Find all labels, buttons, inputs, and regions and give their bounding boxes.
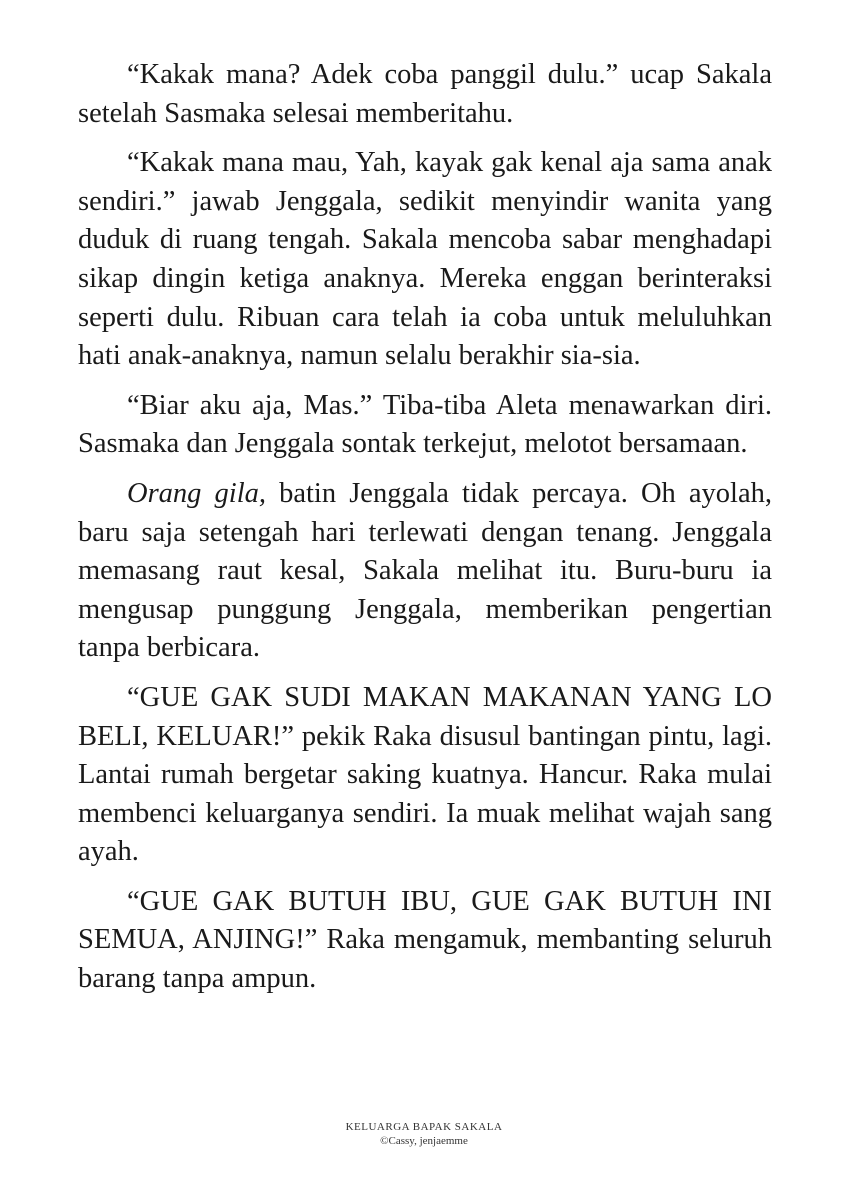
paragraph-5: “GUE GAK SUDI MAKAN MAKANAN YANG LO BELI, KELUAR!” pekik Raka disusul bantingan pintu, lagi. Lantai rumah bergetar saking kuatnya. Hancur. Raka mulai membenci keluarganya sendiri. Ia muak melihat wajah sang ayah. xyxy=(78,681,772,868)
paragraph-1: “Kakak mana? Adek coba panggil dulu.” ucap Sakala setelah Sasmaka selesai memberitahu. xyxy=(78,59,772,129)
paragraph-4-rest: batin Jenggala tidak percaya. Oh ayolah, baru saja setengah hari terlewati dengan tenang. Jenggala memasang raut kesal, Sakala melihat itu. Buru-buru ia mengusap punggung Jenggala, memberikan pengertian tanpa berbicara. xyxy=(78,477,772,664)
page-footer xyxy=(0,1120,848,1148)
copyright-credit: ©Cassy, jenjaemme xyxy=(380,1135,468,1147)
italic-thought: Orang gila, xyxy=(127,477,266,509)
book-title: KELUARGA BAPAK SAKALA xyxy=(345,1121,503,1133)
paragraph-4 xyxy=(78,475,772,668)
story-body xyxy=(78,56,772,1010)
paragraph-6: “GUE GAK BUTUH IBU, GUE GAK BUTUH INI SEMUA, ANJING!” Raka mengamuk, membanting seluruh barang tanpa ampun. xyxy=(78,885,772,995)
paragraph-3: “Biar aku aja, Mas.” Tiba-tiba Aleta menawarkan diri. Sasmaka dan Jenggala sontak terkejut, melotot bersamaan. xyxy=(78,389,772,460)
paragraph-2: “Kakak mana mau, Yah, kayak gak kenal aja sama anak sendiri.” jawab Jenggala, sedikit menyindir wanita yang duduk di ruang tengah. Sakala mencoba sabar menghadapi sikap dingin ketiga anaknya. Mereka enggan berinteraksi seperti dulu. Ribuan cara telah ia coba untuk meluluhkan hati anak-anaknya, namun selalu berakhir sia-sia. xyxy=(78,147,772,372)
